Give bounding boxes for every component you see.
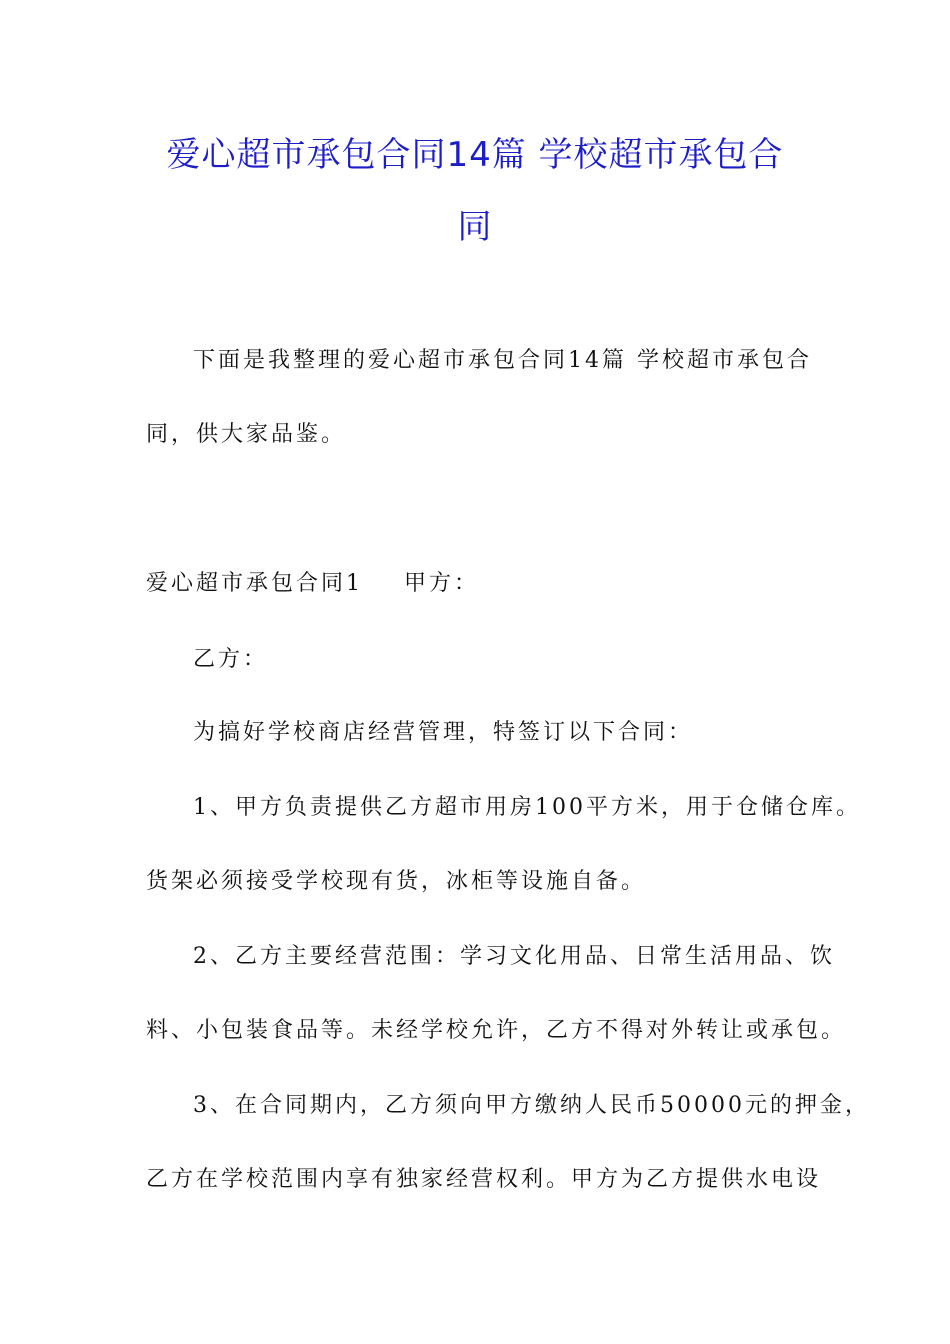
section-heading: 爱心超市承包合同1	[146, 571, 363, 596]
party-b-label: 乙方：	[193, 647, 269, 672]
document-title-line-1: 爱心超市承包合同14篇 学校超市承包合	[166, 135, 784, 175]
intro-paragraph-line-2: 同，供大家品鉴。	[146, 422, 347, 447]
clause-3-line-1: 3、在合同期内，乙方须向甲方缴纳人民币50000元的押金，	[193, 1093, 870, 1118]
document-title-line-2: 同	[457, 207, 493, 247]
intro-paragraph-line-1: 下面是我整理的爱心超市承包合同14篇 学校超市承包合	[193, 348, 812, 373]
clause-3-line-2: 乙方在学校范围内享有独家经营权利。甲方为乙方提供水电设	[146, 1167, 822, 1192]
clause-1-line-2: 货架必须接受学校现有货，冰柜等设施自备。	[146, 869, 647, 894]
clause-2-line-2: 料、小包装食品等。未经学校允许，乙方不得对外转让或承包。	[146, 1018, 847, 1043]
clause-2-line-1: 2、乙方主要经营范围：学习文化用品、日常生活用品、饮	[193, 944, 835, 969]
clause-1-line-1: 1、甲方负责提供乙方超市用房100平方米，用于仓储仓库。	[193, 795, 861, 820]
preamble-text: 为搞好学校商店经营管理，特签订以下合同：	[193, 720, 694, 745]
party-a-label: 甲方：	[404, 571, 480, 596]
